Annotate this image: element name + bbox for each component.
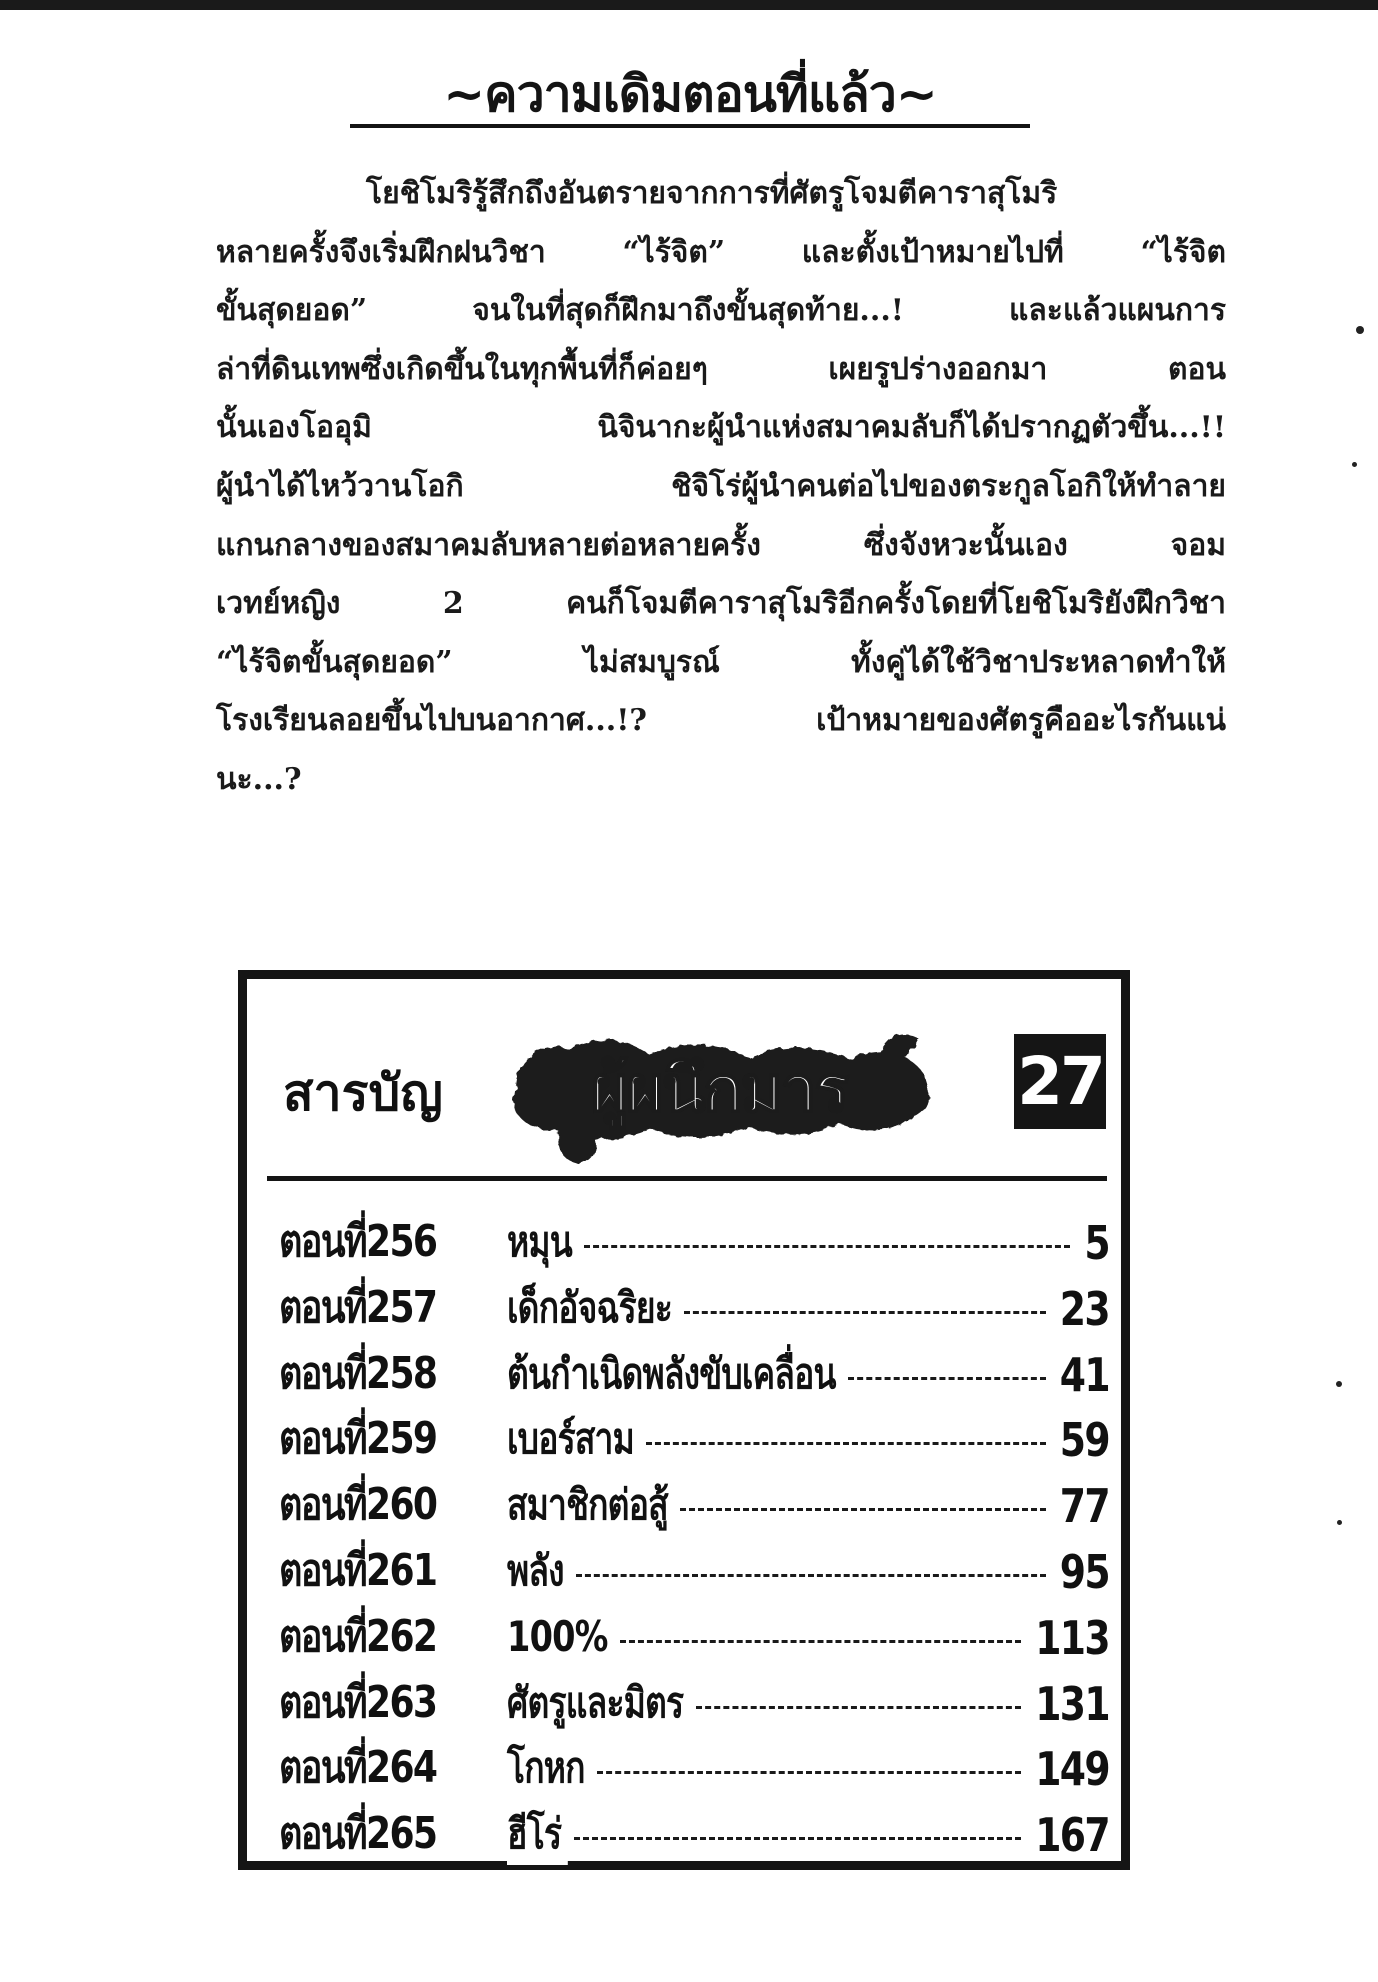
toc-episode-number: ตอนที่262 [279,1610,437,1662]
recap-text: ชิจิโร่ผู้นำคนต่อไปของตระกูลโอกิให้ทำลาย [671,468,1226,504]
toc-row [279,1672,1109,1738]
toc-leader-dashes [620,1640,1021,1643]
toc-page-number: 59 [1059,1413,1109,1468]
toc-divider [267,1176,1107,1181]
recap-text: โรงเรียนลอยขึ้นไปบนอากาศ...!? [216,703,648,739]
recap-text: “ไร้จิตขั้นสุดยอด” [216,644,453,680]
toc-episode-number: ตอนที่256 [279,1216,437,1267]
recap-text: ล่าที่ดินเทพซึ่งเกิดขึ้นในทุกพื้นที่ก็ค่อยๆ [216,351,708,387]
toc-chapter-title: ฮีโร่ [507,1803,568,1865]
recap-title: ~ความเดิมตอนที่แล้ว~ [443,65,937,123]
recap-text: เป้าหมายของศัตรูคืออะไรกันแน่ [816,703,1226,739]
toc-leader-dashes [646,1442,1045,1445]
toc-chapter-title: พลัง [507,1540,570,1602]
recap-line [216,575,1226,634]
toc-episode-number: ตอนที่257 [279,1281,437,1333]
recap-text: โยชิโมริรู้สึกถึงอันตรายจากการที่ศัตรูโจมตีคาราสุโมริ [366,176,1058,211]
toc-chapter-title: หมุน [507,1211,578,1273]
recap-line [216,751,1226,810]
recap-text: หลายครั้งจึงเริ่มฝึกฝนวิชา [216,234,546,270]
toc-chapter-title: เบอร์สาม [507,1408,640,1470]
recap-line [216,341,1226,400]
page-top-edge [0,0,1378,10]
toc-page-number: 77 [1059,1479,1109,1534]
toc-episode-number: ตอนที่259 [279,1413,437,1465]
scan-speck [1356,326,1364,334]
toc-leader-dashes [576,1574,1046,1577]
recap-line [216,165,1226,224]
toc-episode-number: ตอนที่258 [279,1347,437,1399]
toc-page-number: 5 [1084,1216,1109,1270]
toc-chapter-title: เด็กอัจฉริยะ [507,1277,678,1339]
toc-leader-dashes [597,1771,1021,1774]
recap-text: ไม่สมบูรณ์ [583,644,720,680]
toc-leader-dashes [584,1245,1070,1248]
toc-page-number: 167 [1035,1808,1109,1863]
toc-page-number: 41 [1059,1347,1109,1402]
recap-text: แกนกลางของสมาคมลับหลายต่อหลายครั้ง [216,527,761,563]
toc-leader-dashes [696,1706,1021,1709]
toc-chapter-title: ต้นกำเนิดพลังขับเคลื่อน [507,1343,842,1405]
toc-episode-number: ตอนที่263 [279,1676,437,1728]
recap-title-underline [350,124,1030,128]
toc-row [279,1343,1109,1409]
toc-page-number: 149 [1035,1742,1109,1797]
toc-page-number: 95 [1059,1544,1109,1599]
toc-chapter-title: สมาชิกต่อสู้ [507,1474,674,1536]
toc-chapter-title: โกหก [507,1737,591,1799]
table-of-contents [238,970,1130,1870]
toc-row [279,1606,1109,1672]
toc-row [279,1408,1109,1474]
volume-number: 27 [1014,1034,1106,1129]
toc-chapter-title: ศัตรูและมิตร [507,1672,690,1734]
toc-episode-number: ตอนที่261 [279,1544,437,1596]
recap-line [216,224,1226,283]
recap-text: เวทย์หญิง [216,586,341,622]
recap-text: จอม [1170,527,1226,563]
toc-episode-number: ตอนที่264 [279,1742,437,1794]
recap-text: “ไร้จิต” [622,234,726,270]
toc-row [279,1540,1109,1606]
recap-text: คนก็โจมตีคาราสุโมริอีกครั้งโดยที่โยชิโมริยังฝึกวิชา [566,586,1226,622]
toc-row [279,1737,1109,1803]
recap-line [216,282,1226,341]
recap-text: นะ...? [216,761,302,797]
recap-line [216,399,1226,458]
toc-row [279,1211,1109,1277]
recap-text: จนในที่สุดก็ฝึกมาถึงขั้นสุดท้าย...! [472,293,904,329]
toc-entries [279,1211,1109,1869]
toc-row [279,1474,1109,1540]
recap-line [216,517,1226,576]
scan-speck [1352,462,1357,467]
series-logo [499,1019,939,1169]
recap-text: ตอน [1167,351,1226,387]
recap-text: ทั้งคู่ได้ใช้วิชาประหลาดทำให้ [851,644,1226,680]
toc-episode-number: ตอนที่260 [279,1479,437,1531]
toc-leader-dashes [848,1377,1046,1380]
recap-text: นิจินากะผู้นำแห่งสมาคมลับก็ได้ปรากฏตัวขึ้น...!! [597,410,1226,446]
recap-text: ขั้นสุดยอด” [216,293,368,329]
toc-leader-dashes [684,1311,1045,1314]
toc-page-number: 113 [1035,1610,1109,1665]
recap-line [216,458,1226,517]
toc-row [279,1277,1109,1343]
scan-speck [1336,1381,1342,1387]
recap-text: และตั้งเป้าหมายไปที่ [801,234,1064,270]
toc-leader-dashes [680,1508,1046,1511]
recap-text: นั้นเองโออุมิ [216,410,372,446]
scan-speck [1337,1520,1342,1525]
recap-line [216,692,1226,751]
toc-leader-dashes [574,1837,1022,1840]
recap-text: ซึ่งจังหวะนั้นเอง [863,527,1068,563]
series-logo-text: ผู้ผนึกมาร [591,1053,847,1127]
toc-page-number: 23 [1059,1281,1109,1336]
toc-label: สารบัญ [283,1064,443,1122]
recap-text: และแล้วแผนการ [1009,293,1226,329]
toc-page-number: 131 [1035,1676,1109,1731]
recap-text: ผู้นำได้ไหว้วานโอกิ [216,468,464,504]
recap-line [216,634,1226,693]
toc-row [279,1803,1109,1869]
recap-text: เผยรูปร่างออกมา [828,351,1048,387]
recap-paragraph [216,165,1226,810]
toc-episode-number: ตอนที่265 [279,1808,437,1860]
toc-chapter-title: 100% [507,1606,614,1668]
recap-text: “ไร้จิต [1140,234,1226,270]
recap-text: 2 [442,586,464,622]
